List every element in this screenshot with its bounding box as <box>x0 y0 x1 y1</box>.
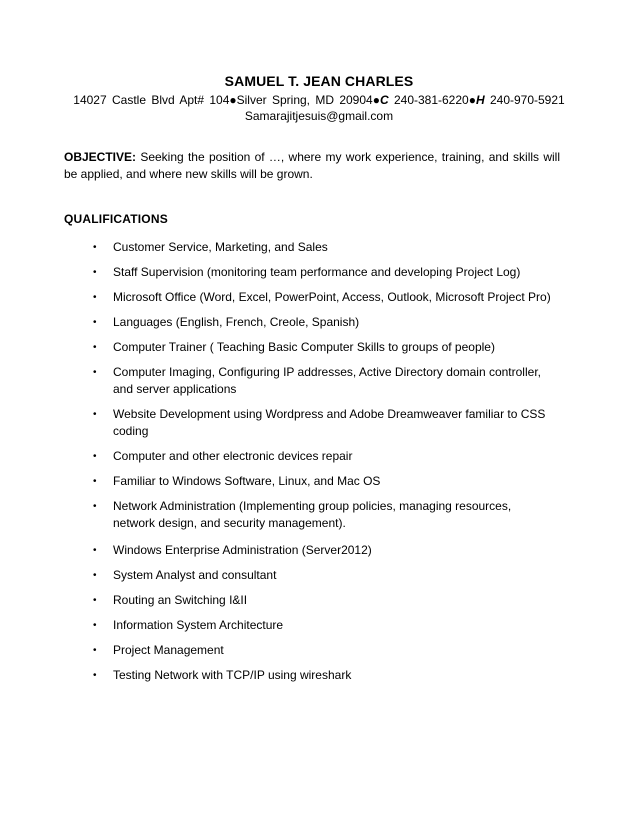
qualification-text: Microsoft Office (Word, Excel, PowerPoint, Access, Outlook, Microsoft Project Pro) <box>113 290 551 304</box>
qualification-text: System Analyst and consultant <box>113 568 277 582</box>
separator-dot: ● <box>372 93 380 107</box>
bullet-icon: • <box>93 670 97 681</box>
bullet-icon: • <box>93 409 97 420</box>
qualification-text: Computer and other electronic devices repair <box>113 449 353 463</box>
objective-heading: OBJECTIVE: <box>64 150 137 164</box>
qualification-text: Staff Supervision (monitoring team performance and developing Project Log) <box>113 265 521 279</box>
applicant-name: SAMUEL T. JEAN CHARLES <box>224 73 414 89</box>
bullet-icon: • <box>93 620 97 631</box>
home-phone: 240-970-5921 <box>489 93 565 107</box>
bullet-icon: • <box>93 595 97 606</box>
qualification-text: Network Administration (Implementing group policies, managing resources, network design, and security management). <box>113 499 512 530</box>
qualification-text: Customer Service, Marketing, and Sales <box>113 240 328 254</box>
bullet-icon: • <box>93 292 97 303</box>
bullet-icon: • <box>93 545 97 556</box>
qualification-text: Website Development using Wordpress and Adobe Dreamweaver familiar to CSS coding <box>113 407 546 438</box>
qualification-text: Testing Network with TCP/IP using wireshark <box>113 668 352 682</box>
qualification-text: Computer Trainer ( Teaching Basic Computer Skills to groups of people) <box>113 340 495 354</box>
email-address: Samarajitjesuis@gmail.com <box>244 109 394 123</box>
qualification-text: Familiar to Windows Software, Linux, and Mac OS <box>113 474 381 488</box>
bullet-icon: • <box>93 570 97 581</box>
bullet-icon: • <box>93 267 97 278</box>
qualification-text: Information System Architecture <box>113 618 284 632</box>
bullet-icon: • <box>93 342 97 353</box>
street-address: 14027 Castle Blvd Apt# 104 <box>73 93 230 107</box>
qualification-text: Languages (English, French, Creole, Spanish) <box>113 315 360 329</box>
qualification-text: Windows Enterprise Administration (Server2012) <box>113 543 372 557</box>
separator-dot: ● <box>468 93 476 107</box>
cell-phone: 240-381-6220 <box>393 93 469 107</box>
bullet-icon: • <box>93 501 97 512</box>
cell-label: C <box>379 93 389 107</box>
bullet-icon: • <box>93 451 97 462</box>
home-label: H <box>475 93 485 107</box>
qualifications-heading: QUALIFICATIONS <box>64 212 168 226</box>
qualification-text: Computer Imaging, Configuring IP addresses, Active Directory domain controller, and server applications <box>113 365 541 396</box>
qualification-text: Routing an Switching I&II <box>113 593 248 607</box>
bullet-icon: • <box>93 242 97 253</box>
separator-dot: ● <box>229 93 237 107</box>
bullet-icon: • <box>93 645 97 656</box>
bullet-icon: • <box>93 476 97 487</box>
objective-text: Seeking the position of …, where my work experience, training, and skills will be applied, and where new skills will be grown. <box>64 150 560 181</box>
city-state-zip: Silver Spring, MD 20904 <box>236 93 373 107</box>
bullet-icon: • <box>93 317 97 328</box>
qualification-text: Project Management <box>113 643 224 657</box>
bullet-icon: • <box>93 367 97 378</box>
